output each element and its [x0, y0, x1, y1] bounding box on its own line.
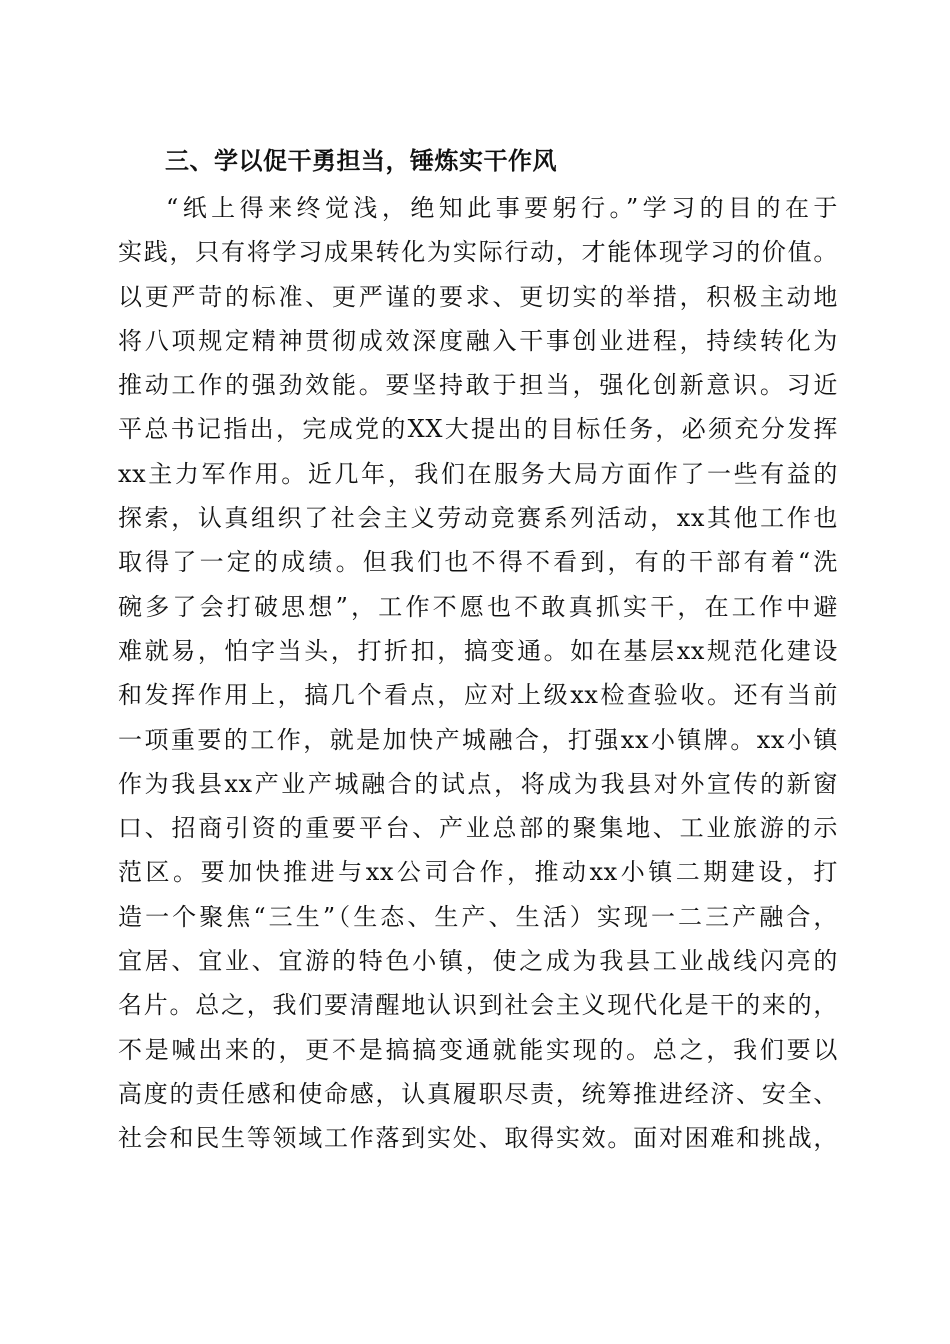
- text-line: 和发挥作用上，搞几个看点，应对上级xx检查验收。还有当前: [118, 681, 838, 710]
- text-line: 高度的责任感和使命感，认真履职尽责，统筹推进经济、安全、: [118, 1079, 838, 1108]
- text-line: 推动工作的强劲效能。要坚持敢于担当，强化创新意识。习近: [118, 371, 838, 400]
- text-line: 难就易，怕字当头，打折扣，搞变通。如在基层xx规范化建设: [118, 636, 838, 665]
- section-heading: 三、学以促干勇担当，锤炼实干作风: [165, 147, 557, 175]
- text-line: 作为我县xx产业产城融合的试点，将成为我县对外宣传的新窗: [118, 769, 838, 798]
- text-line: 实践，只有将学习成果转化为实际行动，才能体现学习的价值。: [118, 238, 838, 267]
- text-line: 不是喊出来的，更不是搞搞变通就能实现的。总之，我们要以: [118, 1035, 838, 1064]
- text-line: xx主力军作用。近几年，我们在服务大局方面作了一些有益的: [118, 459, 838, 488]
- text-line: 社会和民生等领域工作落到实处、取得实效。面对困难和挑战，: [118, 1124, 838, 1153]
- text-line: 宜居、宜业、宜游的特色小镇，使之成为我县工业战线闪亮的: [118, 947, 838, 976]
- text-line: 口、招商引资的重要平台、产业总部的聚集地、工业旅游的示: [118, 814, 838, 843]
- text-line: 将八项规定精神贯彻成效深度融入干事创业进程，持续转化为: [118, 326, 838, 355]
- text-line: “纸上得来终觉浅，绝知此事要躬行。”学习的目的在于: [166, 194, 838, 222]
- text-line: 以更严苛的标准、更严谨的要求、更切实的举措，积极主动地: [118, 282, 838, 311]
- text-line: 造一个聚焦“三生”（生态、生产、生活）实现一二三产融合，: [118, 902, 838, 931]
- text-line: 平总书记指出，完成党的XX大提出的目标任务，必须充分发挥: [118, 415, 838, 444]
- text-line: 取得了一定的成绩。但我们也不得不看到，有的干部有着“洗: [118, 548, 838, 577]
- text-line: 名片。总之，我们要清醒地认识到社会主义现代化是干的来的，: [118, 991, 838, 1020]
- body-text: [118, 186, 838, 1161]
- text-line: 探索，认真组织了社会主义劳动竞赛系列活动，xx其他工作也: [118, 504, 838, 533]
- text-line: 一项重要的工作，就是加快产城融合，打强xx小镇牌。xx小镇: [118, 725, 838, 754]
- text-line: 碗多了会打破思想”，工作不愿也不敢真抓实干，在工作中避: [118, 592, 838, 621]
- text-line: 范区。要加快推进与xx公司合作，推动xx小镇二期建设，打: [118, 858, 838, 887]
